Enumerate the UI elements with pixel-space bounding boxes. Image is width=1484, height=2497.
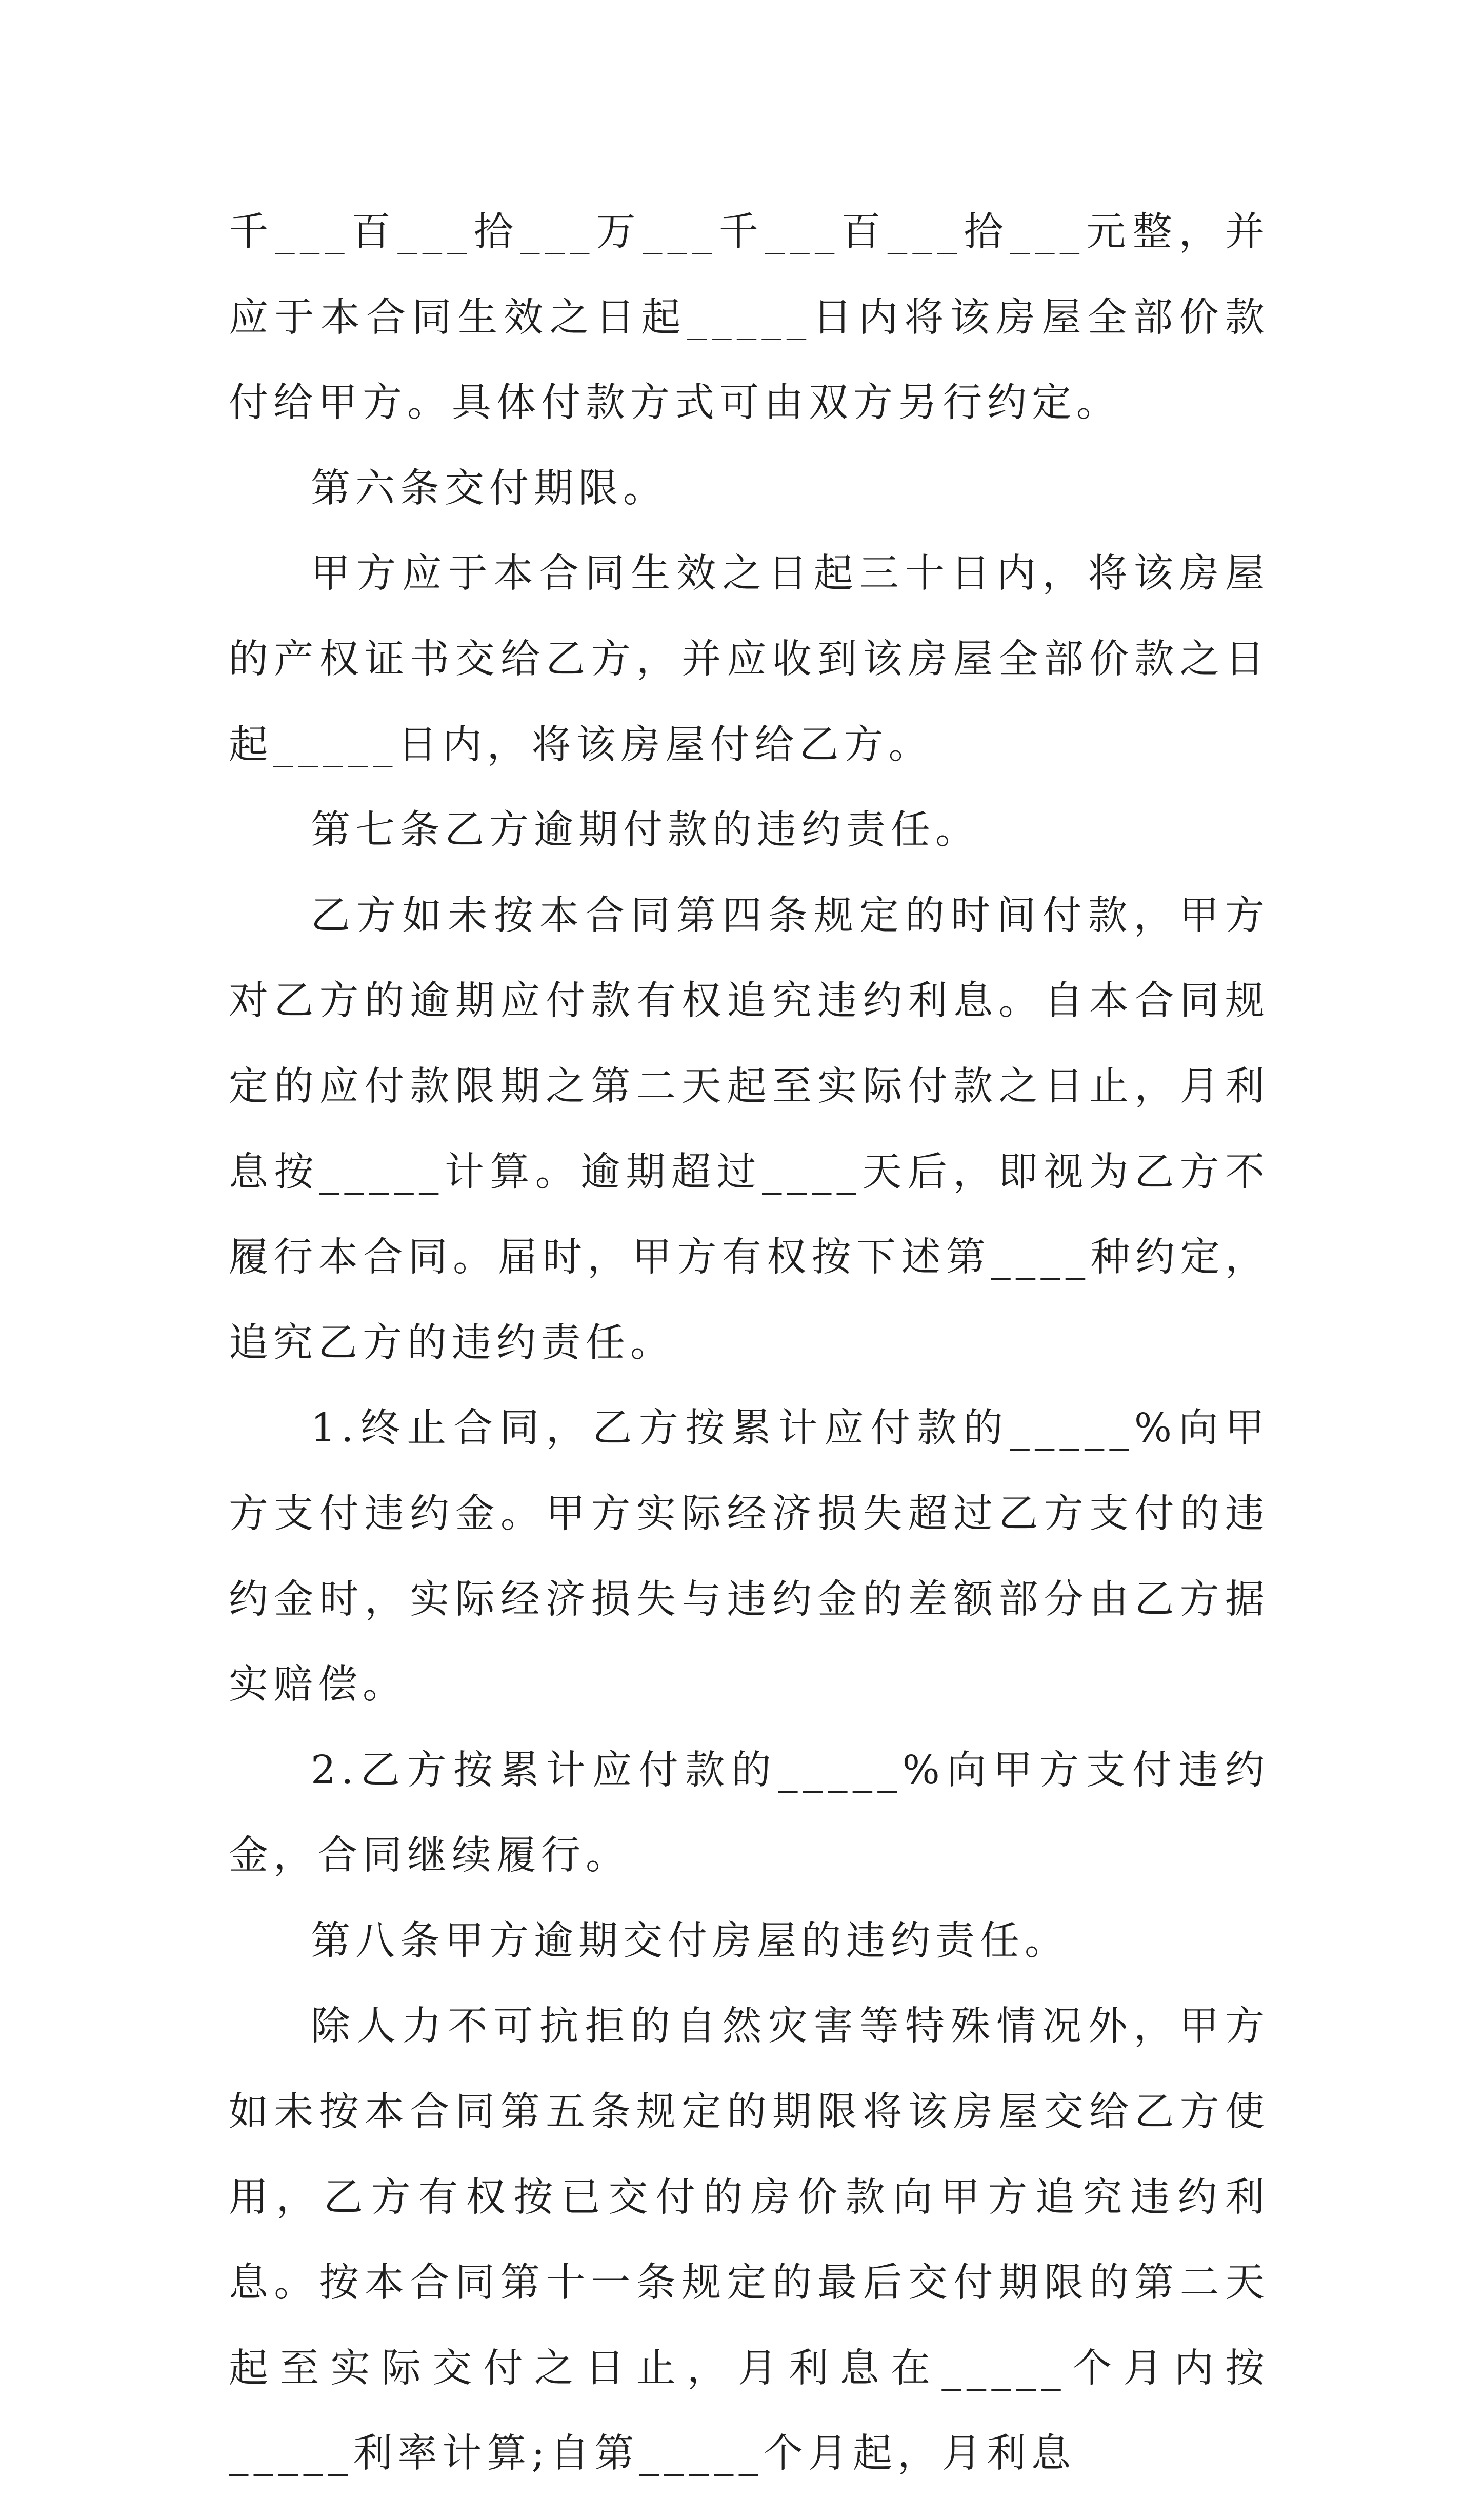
paragraph-delivery-term: 甲方应于本合同生效之日起三十日内，将该房屋的产权证书交给乙方，并应收到该房屋全部价款之日起_____日内，将该房屋付给乙方。: [229, 551, 1270, 768]
heading-article-7: 第七条乙方逾期付款的违约责任。: [311, 807, 980, 854]
paragraph-late-delivery: 除人力不可抗拒的自然灾害等特殊情况外，甲方如未按本合同第五条规定的期限将该房屋交给乙方使用，乙方有权按已交付的房价款向甲方追究违约利息。按本合同第十一条规定的最后交付期限的第二天起至实际交付之日止，月利息在_____个月内按_____利率计算;自第_____个月起，月利息: [229, 2004, 1270, 2477]
paragraph-price-amount: 千___百___拾___万___千___百___拾___元整，并应于本合同生效之日起_____日内将该房屋全部价款付给甲方。具体付款方式可由双方另行约定。: [229, 209, 1270, 426]
heading-article-6: 第六条交付期限。: [311, 465, 668, 511]
paragraph-option-1: 1.终止合同，乙方按累计应付款的_____%向甲方支付违约金。甲方实际经济损失超过乙方支付的违约金时，实际经济损失与违约金的差额部分由乙方据实赔偿。: [229, 1405, 1270, 1708]
paragraph-late-payment: 乙方如未按本合同第四条规定的时间付款，甲方对乙方的逾期应付款有权追究违约利息。自本合同规定的应付款限期之第二天起至实际付款之日止，月利息按_____计算。逾期超过____天后，即视为乙方不履行本合同。届时，甲方有权按下述第____种约定，追究乙方的违约责任。: [229, 893, 1270, 1366]
contract-body: [229, 190, 1270, 2497]
heading-article-8: 第八条甲方逾期交付房屋的违约责任。: [311, 1918, 1069, 1964]
paragraph-option-2: 2.乙方按累计应付款的_____%向甲方支付违约金，合同继续履行。: [229, 1747, 1270, 1879]
